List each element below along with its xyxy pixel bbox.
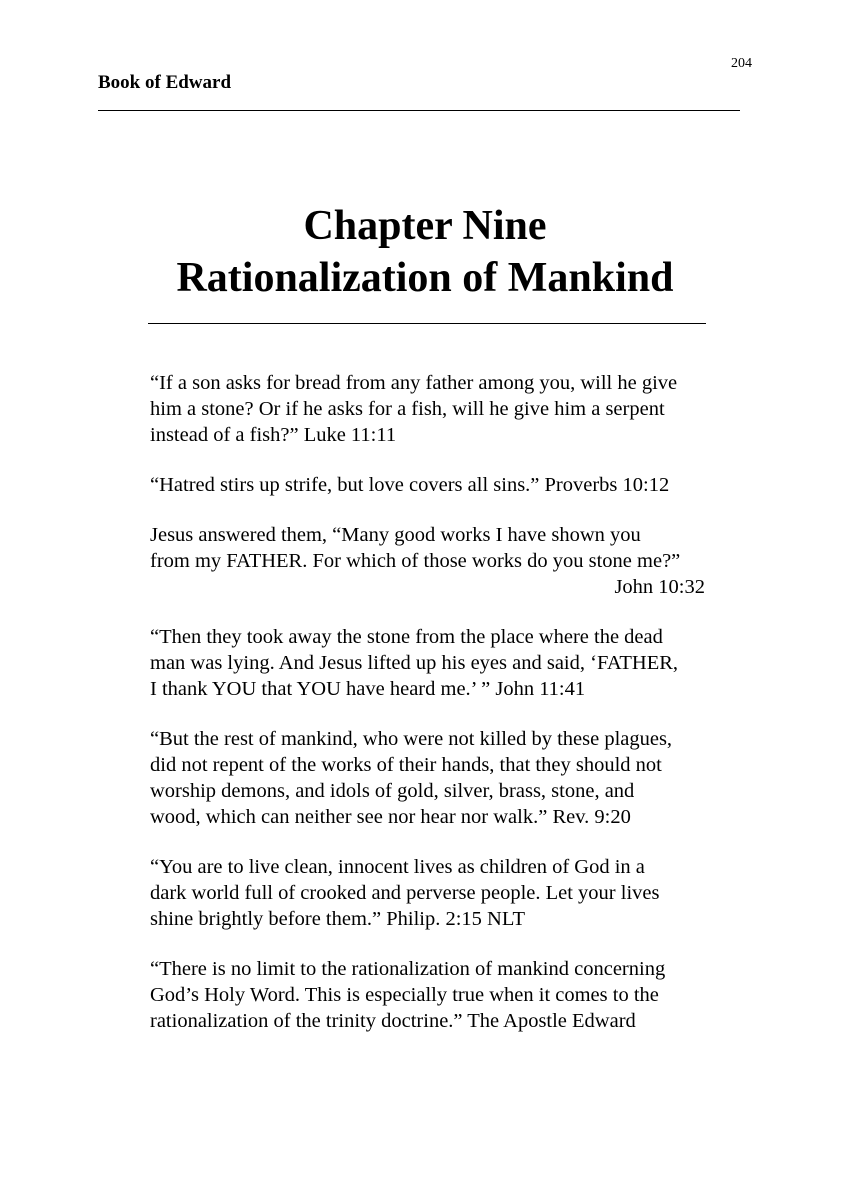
running-head: Book of Edward — [98, 72, 232, 93]
text-line: “Hatred stirs up strife, but love covers all sins.” Proverbs 10:12 — [150, 474, 670, 496]
text-line: did not repent of the works of their hands, that they should not — [150, 754, 662, 776]
chapter-number: Chapter Nine — [303, 203, 547, 249]
text-line: “But the rest of mankind, who were not killed by these plagues, — [150, 728, 673, 750]
text-line: from my FATHER. For which of those works do you stone me?” — [150, 550, 681, 572]
text-line: dark world full of crooked and perverse people. Let your lives — [150, 882, 660, 904]
page-number: 204 — [731, 56, 752, 71]
scripture-quote-proverbs — [150, 472, 705, 498]
text-line: God’s Holy Word. This is especially true when it comes to the — [150, 984, 659, 1006]
apostle-edward-quote — [150, 956, 705, 1034]
text-line: instead of a fish?” Luke 11:11 — [150, 424, 397, 446]
body-text — [150, 370, 705, 1058]
text-line: him a stone? Or if he asks for a fish, will he give him a serpent — [150, 398, 665, 420]
text-line: “There is no limit to the rationalization of mankind concerning — [150, 958, 666, 980]
text-line: shine brightly before them.” Philip. 2:15 NLT — [150, 908, 526, 930]
text-line: rationalization of the trinity doctrine.” The Apostle Edward — [150, 1010, 636, 1032]
title-rule — [148, 323, 706, 324]
text-line: “You are to live clean, innocent lives as children of God in a — [150, 856, 645, 878]
header-rule — [98, 110, 740, 111]
scripture-quote-luke — [150, 370, 705, 448]
text-line: worship demons, and idols of gold, silver, brass, stone, and — [150, 780, 635, 802]
citation-line: John 10:32 — [614, 576, 705, 598]
scripture-quote-philippians — [150, 854, 705, 932]
text-line: “Then they took away the stone from the place where the dead — [150, 626, 663, 648]
text-line: man was lying. And Jesus lifted up his eyes and said, ‘FATHER, — [150, 652, 679, 674]
scripture-quote-john-11 — [150, 624, 705, 702]
chapter-title — [0, 200, 850, 304]
text-line: I thank YOU that YOU have heard me.’ ” John 11:41 — [150, 678, 586, 700]
chapter-name: Rationalization of Mankind — [176, 255, 674, 301]
text-line: “If a son asks for bread from any father among you, will he give — [150, 372, 678, 394]
text-line: wood, which can neither see nor hear nor walk.” Rev. 9:20 — [150, 806, 631, 828]
scripture-quote-john-10 — [150, 522, 705, 600]
text-line: Jesus answered them, “Many good works I have shown you — [150, 524, 641, 546]
scripture-quote-revelation — [150, 726, 705, 830]
